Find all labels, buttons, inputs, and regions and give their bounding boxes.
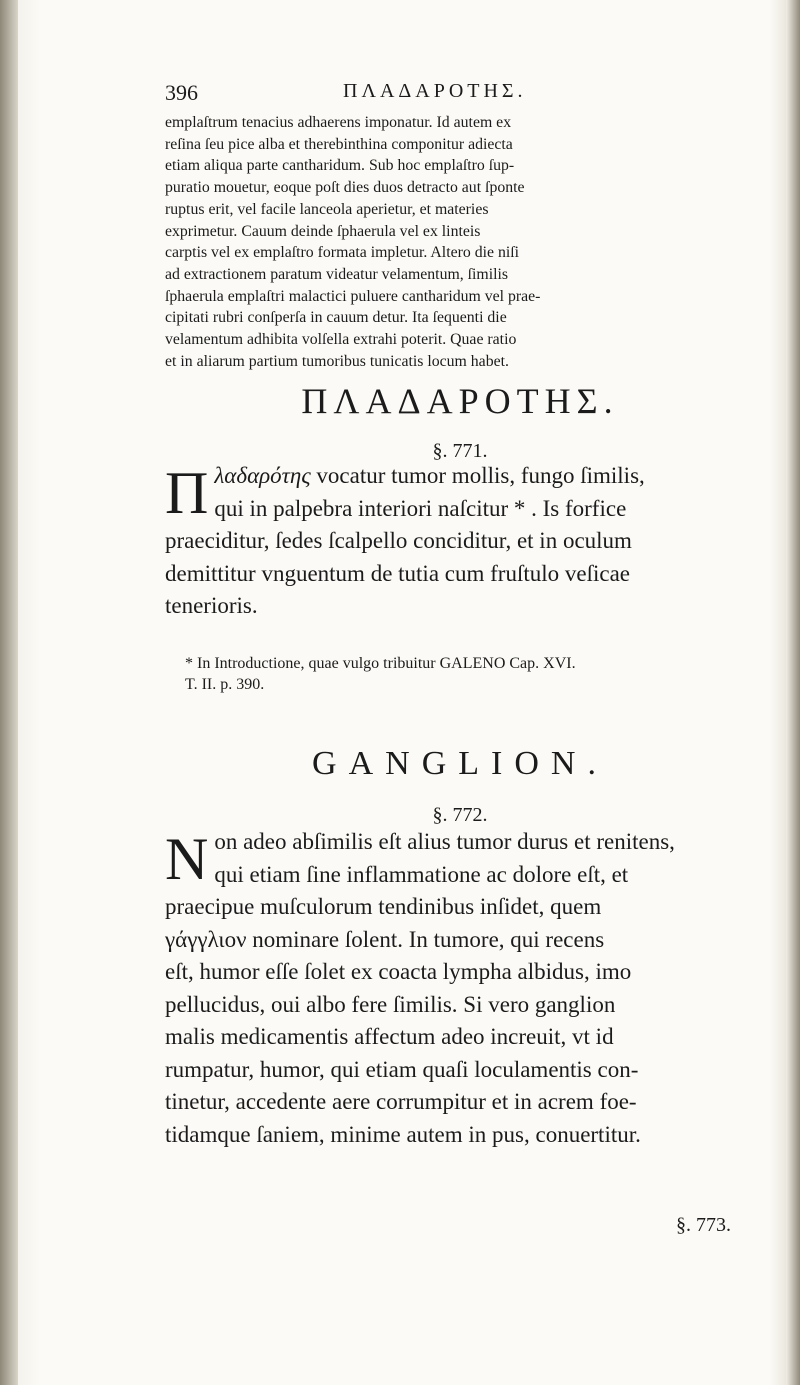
text-line: on adeo abſimilis eſt alius tumor durus et renitens, [214, 829, 675, 854]
text-line: et in aliarum partium tumoribus tunicatis locum habet. [165, 352, 509, 370]
greek-term: λαδαρότης [214, 463, 311, 488]
drop-cap: Π [165, 460, 209, 526]
text-line: reſina ſeu pice alba et therebinthina componitur adiecta [165, 135, 513, 153]
text-line: praecipue muſculorum tendinibus inſidet, quem [165, 894, 602, 919]
text-line: emplaſtrum tenacius adhaerens imponatur. Id autem ex [165, 114, 512, 131]
text-line: eſt, humor eſſe ſolet ex coacta lympha albidus, imo [165, 959, 632, 984]
section-title: ΠΛΑΔΑΡΟΤΗΣ. [301, 381, 619, 421]
text-line [165, 460, 740, 493]
text-line: velamentum adhibita volſella extrahi poterit. Quae ratio [165, 331, 517, 349]
text-line: praeciditur, ſedes ſcalpello conciditur, et in oculum [165, 528, 632, 553]
previous-paragraph [165, 112, 735, 372]
text-line: carptis vel ex emplaſtro formata impletur. Altero die niſi [165, 244, 520, 262]
text-line: qui in palpebra interiori naſcitur * . Is forfice [214, 495, 627, 521]
text-line: etiam aliqua parte cantharidum. Sub hoc emplaſtro ſup- [165, 157, 515, 175]
section-number: §. 772. [432, 804, 488, 826]
section-body [165, 826, 740, 1151]
text-line: rumpatur, humor, qui etiam quaſi loculamentis con- [165, 1056, 639, 1082]
footnote-line: * In Introductione, quae vulgo tribuitur GALENO Cap. XVI. [185, 655, 576, 672]
catchword: §. 773. [676, 1214, 731, 1236]
text-line: ruptus erit, vel facile lanceola aperietur, et materies [165, 200, 489, 218]
page-edge [786, 0, 800, 1385]
text-line: tidamque ſaniem, minime autem in pus, conuertitur. [165, 1121, 641, 1147]
text-line: tinetur, accedente aere corrumpitur et in acrem foe- [165, 1089, 637, 1114]
text-line: pellucidus, oui albo fere ſimilis. Si vero ganglion [165, 991, 616, 1017]
text-line: malis medicamentis affectum adeo increuit, vt id [165, 1024, 614, 1049]
text-fragment: vocatur tumor mollis, fungo ſimilis, [310, 463, 645, 488]
text-line: demittitur vnguentum de tutia cum fruſtulo veſicae [165, 560, 630, 586]
footnote [185, 653, 745, 695]
text-line: puratio mouetur, eoque poſt dies duos detracto aut ſponte [165, 179, 525, 197]
text-line: tenerioris. [165, 593, 258, 618]
drop-cap: N [165, 826, 209, 892]
footnote-line: T. II. p. 390. [185, 676, 265, 693]
page-number: 396 [165, 80, 198, 105]
text-line: cipitati rubri conſperſa in cauum detur. Ita ſequenti die [165, 309, 507, 327]
section-body [165, 460, 740, 623]
text-line: ſphaerula emplaſtri malactici puluere cantharidum vel prae- [165, 287, 541, 305]
section-number: §. 771. [432, 440, 488, 462]
text-line: qui etiam ſine inflammatione ac dolore eſt, et [214, 861, 629, 887]
text-line: exprimetur. Cauum deinde ſphaerula vel ex linteis [165, 222, 481, 240]
running-head: ΠΛΑΔΑΡΟΤΗΣ. [343, 80, 527, 102]
text-line: ad extractionem paratum videatur velamentum, ſimilis [165, 265, 509, 283]
text-line: γάγγλιον nominare ſolent. In tumore, qui recens [165, 926, 605, 952]
section-title: GANGLION. [312, 745, 608, 782]
page-gutter [0, 0, 18, 1385]
